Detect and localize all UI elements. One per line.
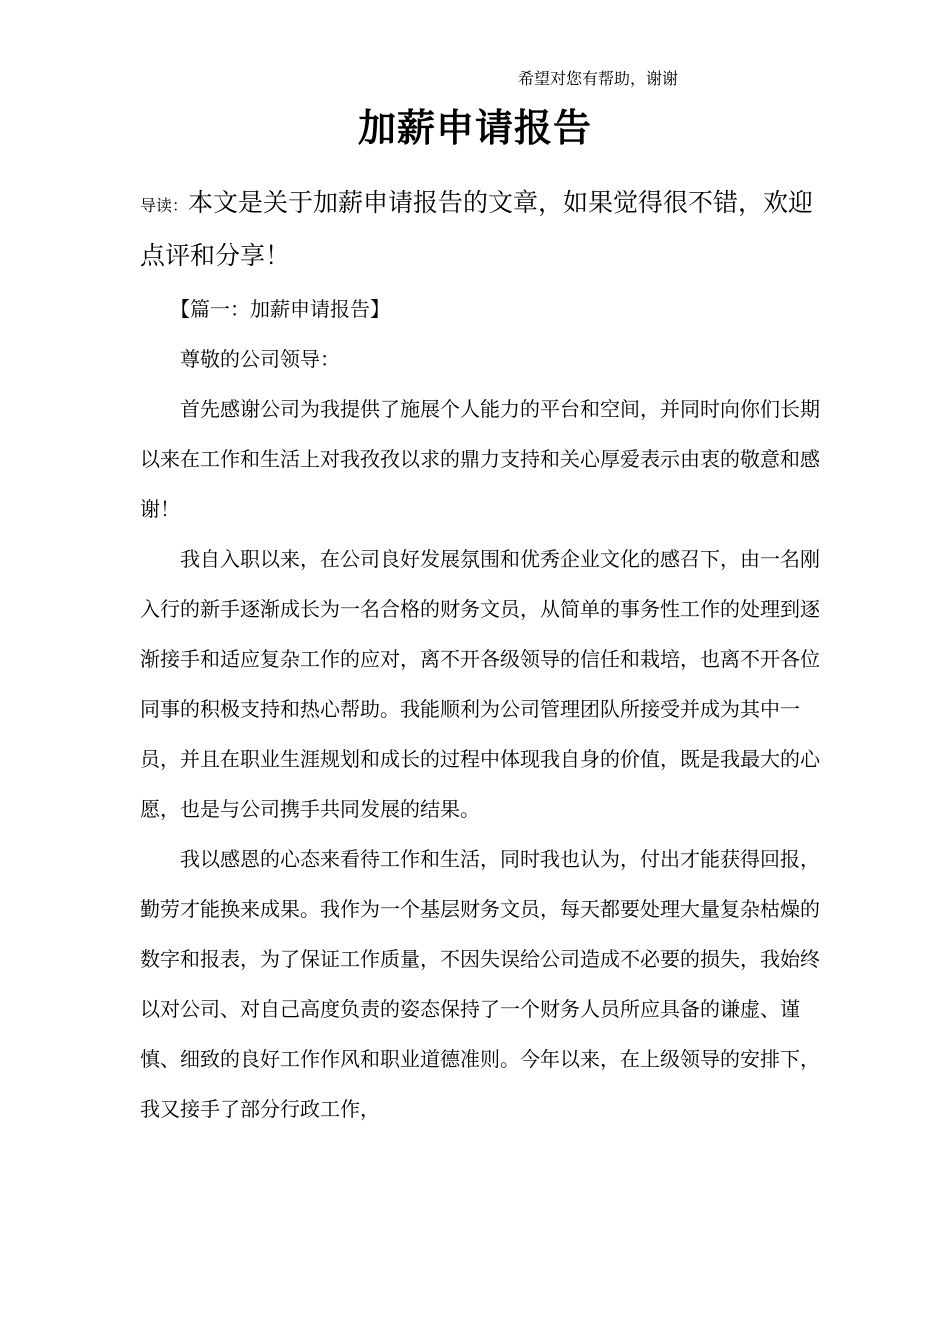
intro-label: 导读： xyxy=(140,196,189,215)
intro-text: 本文是关于加薪申请报告的文章，如果觉得很不错，欢迎点评和分享！ xyxy=(140,188,814,270)
section-heading: 【篇一：加薪申请报告】 xyxy=(170,297,390,321)
header-note: 希望对您有帮助，谢谢 xyxy=(518,69,679,88)
body-paragraph: 首先感谢公司为我提供了施展个人能力的平台和空间，并同时向你们长期以来在工作和生活上对我孜孜以求的鼎力支持和关心厚爱表示由衷的敬意和感谢！ xyxy=(140,397,820,521)
body-paragraph: 我以感恩的心态来看待工作和生活，同时我也认为，付出才能获得回报，勤劳才能换来成果。我作为一个基层财务文员，每天都要处理大量复杂枯燥的数字和报表，为了保证工作质量，不因失误给公司造成不必要的损失，我始终以对公司、对自己高度负责的姿态保持了一个财务人员所应具备的谦虚、谨慎、细致的良好工作作风和职业道德准则。今年以来，在上级领导的安排下，我又接手了部分行政工作， xyxy=(140,847,820,1121)
document-body xyxy=(140,284,830,1134)
salutation: 尊敬的公司领导： xyxy=(180,347,340,371)
document-title: 加薪申请报告 xyxy=(357,106,592,150)
body-paragraph: 我自入职以来，在公司良好发展氛围和优秀企业文化的感召下，由一名刚入行的新手逐渐成长为一名合格的财务文员，从简单的事务性工作的处理到逐渐接手和适应复杂工作的应对，离不开各级领导的信任和栽培，也离不开各位同事的积极支持和热心帮助。我能顺利为公司管理团队所接受并成为其中一员，并且在职业生涯规划和成长的过程中体现我自身的价值，既是我最大的心愿，也是与公司携手共同发展的结果。 xyxy=(140,547,820,821)
intro-paragraph xyxy=(140,178,830,281)
